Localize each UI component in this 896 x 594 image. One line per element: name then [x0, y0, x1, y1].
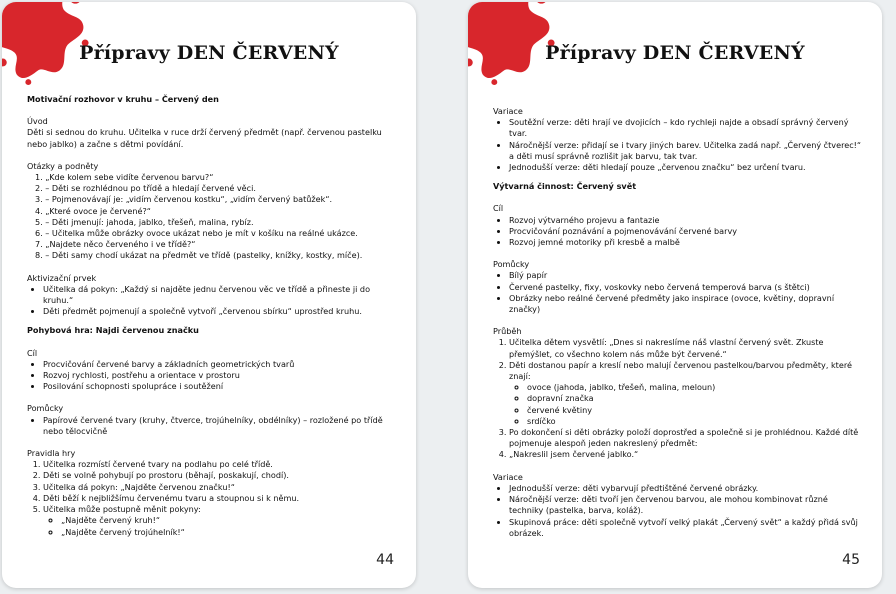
list-item: ◦ srdíčko [527, 416, 862, 427]
list-item: • Posilování schopnosti spolupráce i soutěžení [43, 381, 396, 392]
list-item: 7. „Najdete něco červeného i ve třídě?“ [35, 239, 196, 250]
list-item: • Rozvoj výtvarného projevu a fantazie [509, 215, 862, 226]
list-item [509, 360, 862, 427]
art-aids-label: Pomůcky [493, 259, 530, 270]
art-goal-label: Cíl [493, 203, 504, 214]
list-item-text: Učitelka může postupně měnit pokyny: [43, 504, 201, 515]
aids-label: Pomůcky [27, 403, 64, 414]
activation-list [27, 284, 396, 318]
rules-sublist [43, 515, 396, 537]
list-item: • Učitelka dá pokyn: „Každý si najděte jednu červenou věc ve třídě a přineste ji do kruhu.“ [43, 284, 396, 306]
list-item: • Procvičování červené barvy a základních geometrických tvarů [43, 359, 396, 370]
list-item: 1. „Kde kolem sebe vidíte červenou barvu?“ [35, 172, 214, 183]
list-item: ◦ dopravní značka [527, 393, 862, 404]
list-item: • Děti předmět pojmenují a společně vytvoří „červenou sbírku“ uprostřed kruhu. [43, 306, 396, 317]
goal-list [27, 359, 396, 393]
progress-sublist [509, 382, 862, 427]
page-title: Přípravy DEN ČERVENÝ [79, 42, 339, 64]
list-item: 5. – Děti jmenují: jahoda, jablko, třešeň, malina, rybíz. [35, 216, 254, 227]
list-item: • Rozvoj jemné motoriky při kresbě a malbě [509, 237, 862, 248]
page-body [493, 106, 862, 539]
art-goal-list [493, 215, 862, 249]
list-item: • Rozvoj rychlosti, postřehu a orientace v prostoru [43, 370, 396, 381]
list-item: ◦ červené květiny [527, 405, 862, 416]
list-item: 4. „Nakreslil jsem červené jablko.“ [509, 449, 862, 460]
page-body [27, 94, 396, 538]
questions-list [27, 172, 396, 262]
questions-label: Otázky a podněty [27, 160, 99, 171]
intro-text: Děti si sednou do kruhu. Učitelka v ruce drží červený předmět (např. červenou pastelku nebo jablko) a začne s dětmi povídání. [27, 127, 382, 149]
progress-list [493, 337, 862, 460]
list-item: • Procvičování poznávání a pojmenovávání červené barvy [509, 226, 862, 237]
list-item: 6. – Učitelka může obrázky ovoce ukázat nebo je mít v košíku na reálné ukázce. [35, 228, 358, 239]
rules-list [27, 459, 396, 537]
list-item: • Soutěžní verze: děti hrají ve dvojicích – kdo rychleji najde a obsadí správný červený tvar. [509, 117, 862, 139]
rules-label: Pravidla hry [27, 448, 76, 459]
page-number: 45 [842, 552, 860, 568]
list-item: • Bílý papír [509, 270, 862, 281]
page-number: 44 [376, 552, 394, 568]
list-item: 8. – Děti samy chodí ukázat na předmět ve třídě (pastelky, knížky, kostky, míče). [35, 250, 363, 261]
list-item: • Červené pastelky, fixy, voskovky nebo červená temperová barva (s štětci) [509, 282, 862, 293]
list-item: 3. Učitelka dá pokyn: „Najděte červenou značku!“ [43, 482, 396, 493]
list-item: • Náročnější verze: přidají se i tvary jiných barev. Učitelka zadá např. „Červený čtverec!“ a děti musí správně rozlišit jak barvu, tak tvar. [509, 140, 862, 162]
list-item: • Jednodušší verze: děti vybarvují předtištěné červené obrázky. [509, 483, 862, 494]
list-item: ◦ ovoce (jahoda, jablko, třešeň, malina, meloun) [527, 382, 862, 393]
list-item: 2. Děti se volně pohybují po prostoru (běhají, poskakují, chodí). [43, 470, 396, 481]
list-item-text: Děti dostanou papír a kreslí nebo malují červenou pastelkou/barvou předměty, které znají: [509, 359, 852, 382]
list-item: 4. „Které ovoce je červené?“ [35, 205, 151, 216]
list-item: • Jednodušší verze: děti hledají pouze „červenou značku“ bez určení tvaru. [509, 162, 862, 173]
list-item: 3. Po dokončení si děti obrázky položí doprostřed a společně si je prohlédnou. Každé dítě pojmenuje alespoň jeden nakreslený předmět: [509, 427, 862, 449]
list-item: • Papírové červené tvary (kruhy, čtverce, trojúhelníky, obdélníky) – rozložené po třídě nebo tělocvičně [43, 415, 396, 437]
list-item: 1. Učitelka rozmístí červené tvary na podlahu po celé třídě. [43, 459, 396, 470]
section-heading-art: Výtvarná činnost: Červený svět [493, 181, 637, 192]
progress-label: Průběh [493, 326, 522, 337]
section-heading-motivation: Motivační rozhovor v kruhu – Červený den [27, 94, 219, 104]
intro-label: Úvod [27, 116, 48, 127]
art-variations-list [493, 483, 862, 539]
list-item: 1. Učitelka dětem vysvětlí: „Dnes si nakreslíme náš vlastní červený svět. Zkuste přemýšlet, co všechno kolem nás může být červené.“ [509, 337, 862, 359]
list-item: 4. Děti běží k nejbližšímu červenému tvaru a stoupnou si k němu. [43, 493, 396, 504]
list-item: • Skupinová práce: děti společně vytvoří velký plakát „Červený svět“ a každý přidá svůj obrázek. [509, 517, 862, 539]
aids-list [27, 415, 396, 437]
list-item: 2. – Děti se rozhlédnou po třídě a hledají červené věci. [35, 183, 256, 194]
list-item: ◦ „Najděte červený kruh!“ [61, 515, 396, 526]
goal-label: Cíl [27, 347, 38, 358]
page-44 [2, 2, 416, 588]
art-variations-label: Variace [493, 471, 523, 482]
art-aids-list [493, 270, 862, 315]
list-item: ◦ „Najděte červený trojúhelník!“ [61, 527, 396, 538]
list-item: • Obrázky nebo reálné červené předměty jako inspirace (ovoce, květiny, dopravní značky) [509, 293, 862, 315]
page-title: Přípravy DEN ČERVENÝ [545, 42, 805, 64]
variations-label: Variace [493, 106, 523, 116]
list-item: • Náročnější verze: děti tvoří jen červenou barvou, ale mohou kombinovat různé techniky (pastelka, barva, koláž). [509, 494, 862, 516]
activation-label: Aktivizační prvek [27, 272, 97, 283]
list-item: 3. – Pojmenovávají je: „vidím červenou kostku“, „vidím červený batůžek“. [35, 194, 333, 205]
variations-list [493, 117, 862, 173]
page-45 [468, 2, 882, 588]
list-item [43, 504, 396, 538]
section-heading-game: Pohybová hra: Najdi červenou značku [27, 325, 199, 336]
